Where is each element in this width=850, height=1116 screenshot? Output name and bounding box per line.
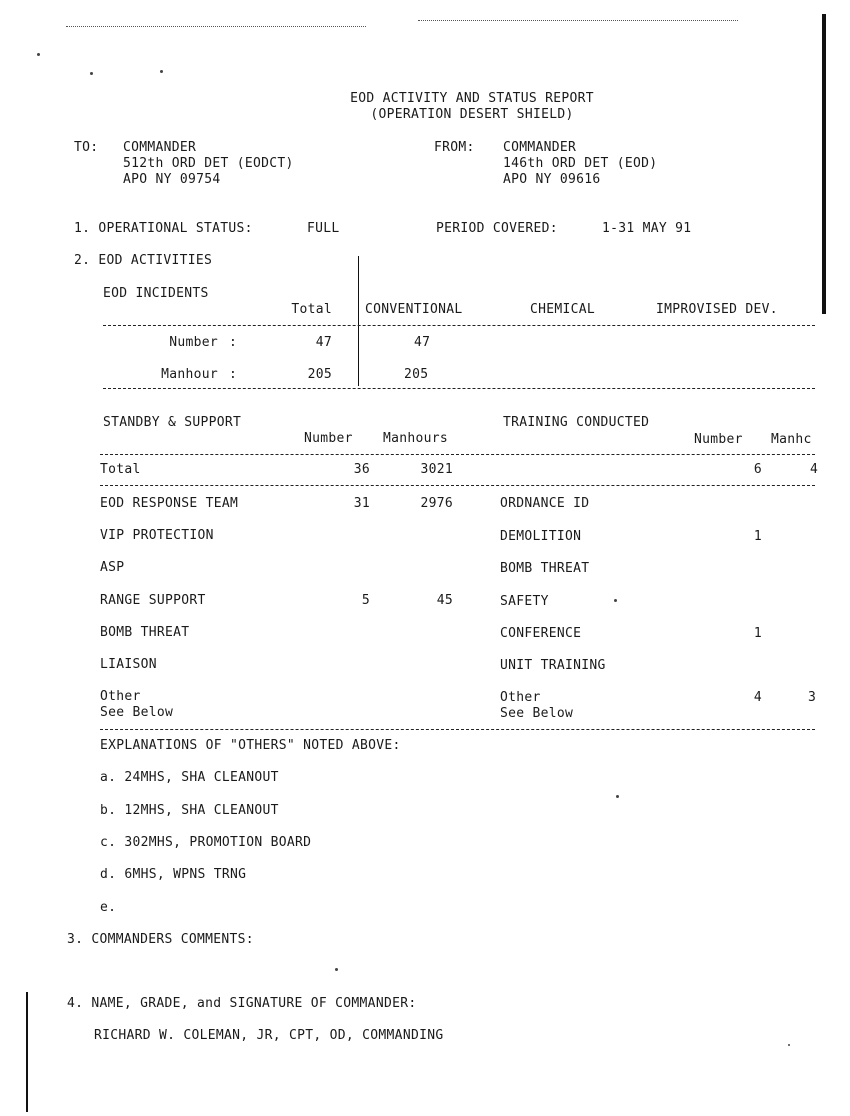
- incidents-row-manhour-conventional: 205: [404, 367, 429, 382]
- incidents-col-conventional: CONVENTIONAL: [365, 302, 463, 317]
- standby-row-manhours: 45: [436, 593, 453, 608]
- training-col-number: Number: [694, 432, 743, 447]
- to-line-3: APO NY 09754: [123, 172, 221, 187]
- scan-speck: [335, 968, 338, 971]
- row-separator-mark: :: [229, 335, 238, 350]
- standby-total-rule: [100, 485, 815, 486]
- standby-col-manhours: Manhours: [383, 431, 449, 446]
- incidents-col-total: Total: [291, 302, 332, 317]
- incidents-divider: [358, 256, 359, 386]
- incidents-row-number-conventional: 47: [414, 335, 431, 350]
- standby-header-rule: [100, 454, 815, 455]
- standby-support-heading: STANDBY & SUPPORT: [103, 415, 242, 430]
- training-other-sub: See Below: [500, 706, 574, 721]
- incidents-row-number-total: 47: [315, 335, 332, 350]
- eod-incidents-label: EOD INCIDENTS: [103, 286, 209, 301]
- scan-artifact-top-left: [66, 26, 366, 27]
- period-covered-value: 1-31 MAY 91: [602, 221, 692, 236]
- standby-total-number: 36: [353, 462, 370, 477]
- standby-total-manhours: 3021: [420, 462, 453, 477]
- scan-artifact-top-right: [418, 20, 738, 21]
- from-line-3: APO NY 09616: [503, 172, 601, 187]
- to-line-1: COMMANDER: [123, 140, 197, 155]
- training-other-label: Other: [500, 690, 541, 705]
- from-label: FROM:: [434, 140, 475, 155]
- training-row-number: 1: [753, 626, 762, 641]
- standby-row-number: 31: [353, 496, 370, 511]
- standby-bottom-rule: [100, 729, 815, 730]
- training-row-label: SAFETY: [500, 594, 549, 609]
- report-title: EOD ACTIVITY AND STATUS REPORT: [350, 91, 594, 106]
- page-edge-left: [26, 992, 28, 1112]
- standby-other-label: Other: [100, 689, 141, 704]
- standby-total-label: Total: [100, 462, 141, 477]
- incidents-header-rule: [103, 325, 815, 326]
- training-row-label: BOMB THREAT: [500, 561, 590, 576]
- commanders-comments-label: 3. COMMANDERS COMMENTS:: [67, 932, 254, 947]
- period-covered-label: PERIOD COVERED:: [436, 221, 558, 236]
- scan-speck: [616, 795, 619, 798]
- standby-row-manhours: 2976: [420, 496, 453, 511]
- scan-speck: [160, 70, 163, 73]
- training-row-label: ORDNANCE ID: [500, 496, 590, 511]
- row-separator-mark: :: [229, 367, 238, 382]
- explanation-item: d. 6MHS, WPNS TRNG: [100, 867, 247, 882]
- training-total-number: 6: [753, 462, 762, 477]
- to-label: TO:: [74, 140, 99, 155]
- training-col-manhours: Manhc: [771, 432, 812, 447]
- standby-row-label: ASP: [100, 560, 125, 575]
- standby-other-sub: See Below: [100, 705, 174, 720]
- scan-speck: [788, 1044, 790, 1046]
- incidents-row-number-label: Number: [169, 335, 218, 350]
- scan-speck: [37, 53, 40, 56]
- training-row-label: DEMOLITION: [500, 529, 582, 544]
- standby-row-label: BOMB THREAT: [100, 625, 190, 640]
- commander-name: RICHARD W. COLEMAN, JR, CPT, OD, COMMANDING: [94, 1028, 444, 1043]
- incidents-bottom-rule: [103, 388, 815, 389]
- operational-status-label: 1. OPERATIONAL STATUS:: [74, 221, 253, 236]
- incidents-col-chemical: CHEMICAL: [530, 302, 596, 317]
- explanation-item: b. 12MHS, SHA CLEANOUT: [100, 803, 279, 818]
- scan-speck: [90, 72, 93, 75]
- training-other-manhours: 3: [808, 690, 817, 705]
- standby-row-label: EOD RESPONSE TEAM: [100, 496, 239, 511]
- training-row-number: 1: [753, 529, 762, 544]
- eod-activities-heading: 2. EOD ACTIVITIES: [74, 253, 213, 268]
- standby-row-number: 5: [361, 593, 370, 608]
- incidents-row-manhour-total: 205: [307, 367, 332, 382]
- incidents-row-manhour-label: Manhour: [161, 367, 218, 382]
- training-row-label: UNIT TRAINING: [500, 658, 606, 673]
- signature-label: 4. NAME, GRADE, and SIGNATURE OF COMMANDER:: [67, 996, 417, 1011]
- scan-speck: [614, 599, 617, 602]
- to-line-2: 512th ORD DET (EODCT): [123, 156, 294, 171]
- training-other-number: 4: [753, 690, 762, 705]
- standby-row-label: RANGE SUPPORT: [100, 593, 206, 608]
- page-edge-right: [822, 14, 826, 314]
- explanation-item: e.: [100, 900, 117, 915]
- training-total-manhours: 4: [810, 462, 819, 477]
- operational-status-value: FULL: [307, 221, 340, 236]
- incidents-col-improvised: IMPROVISED DEV.: [656, 302, 778, 317]
- from-line-1: COMMANDER: [503, 140, 577, 155]
- training-conducted-heading: TRAINING CONDUCTED: [503, 415, 650, 430]
- standby-row-label: LIAISON: [100, 657, 157, 672]
- standby-row-label: VIP PROTECTION: [100, 528, 214, 543]
- standby-col-number: Number: [304, 431, 353, 446]
- explanation-item: c. 302MHS, PROMOTION BOARD: [100, 835, 312, 850]
- report-subtitle: (OPERATION DESERT SHIELD): [370, 107, 574, 122]
- explanation-item: a. 24MHS, SHA CLEANOUT: [100, 770, 279, 785]
- explanations-heading: EXPLANATIONS OF "OTHERS" NOTED ABOVE:: [100, 738, 401, 753]
- from-line-2: 146th ORD DET (EOD): [503, 156, 658, 171]
- training-row-label: CONFERENCE: [500, 626, 582, 641]
